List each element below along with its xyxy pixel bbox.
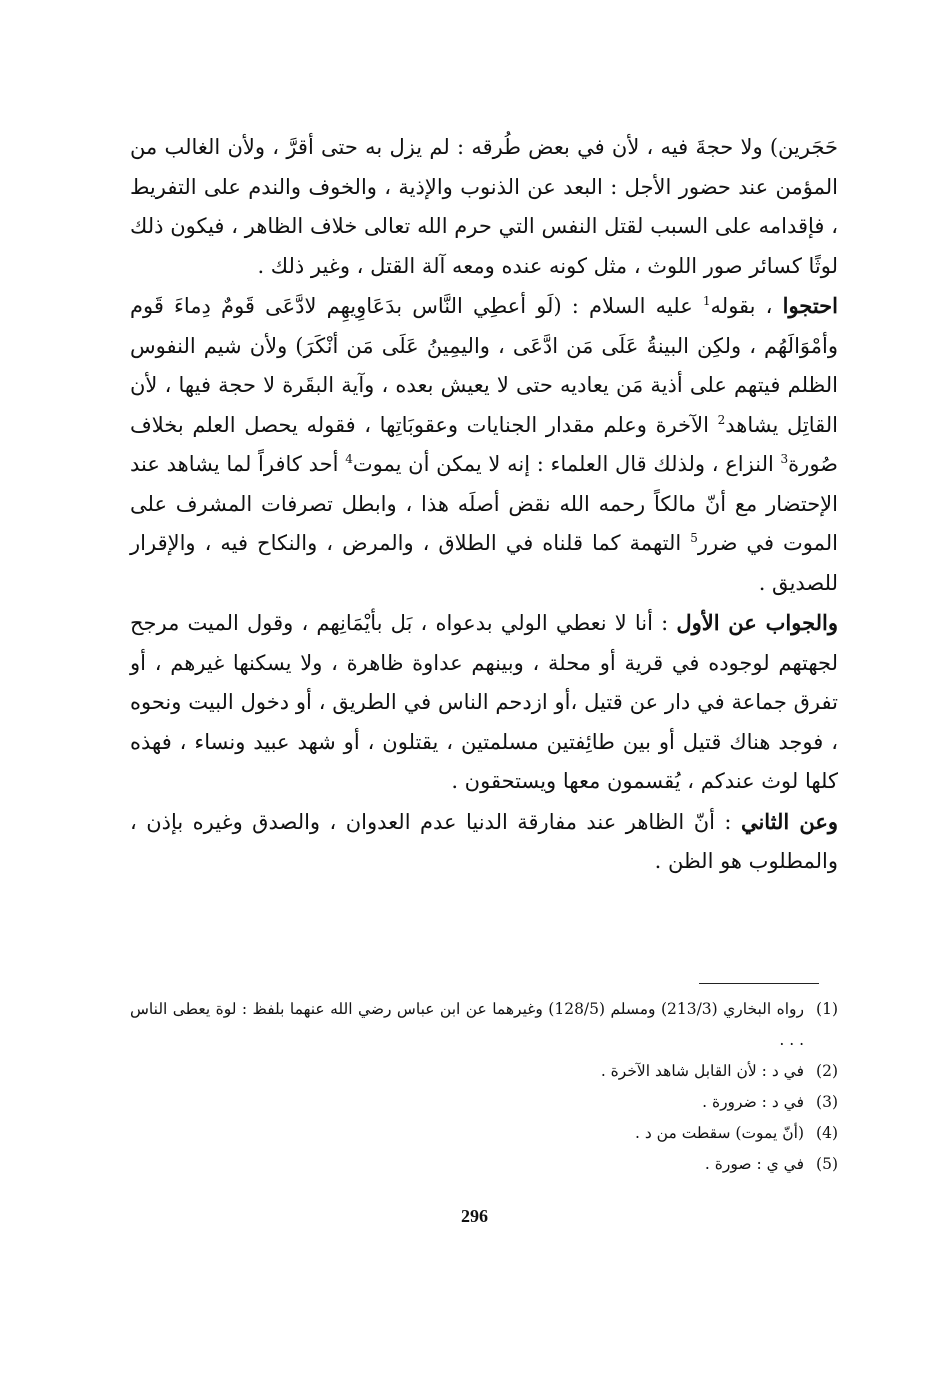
footnote-ref-2: 2 (717, 412, 726, 427)
footnote-item (130, 1118, 838, 1149)
paragraph-2-text-b: عليه السلام : (لَو أعطِي النَّاس بدَعَاوِيهِم لادَّعَى قَومٌ دِماءَ قَوم وأمْوَالَهُم ، ولكِن البينةُ عَلَى مَن ادَّعَى ، واليمِينُ عَلَى مَن أنْكَرَ) ولأن شيم النفوس الظلم فيتهم على أذية مَن يعاديه حتى لا يعيش بعده ، وآية البقَرة لا حجة فيها ، لأن القاتِل يشاهد (130, 294, 838, 437)
footnote-number: (1) (816, 1000, 838, 1018)
footnote-item (130, 1056, 838, 1087)
footnote-ref-1: 1 (702, 294, 711, 308)
footnote-text: في ي : صورة . (704, 1155, 804, 1173)
paragraph-2-text-e: أحد كافراً لما يشاهد عند الإحتضار مع أنّ مالكاً رحمه الله نقض أصلَه هذا ، وابطل تصرفات المشرف على الموت في ضرر (130, 452, 838, 555)
footnote-item (130, 994, 838, 1056)
paragraph-3 (130, 603, 838, 802)
paragraph-2-text-a: ، بقوله (710, 294, 783, 318)
footnote-ref-3: 3 (780, 452, 789, 466)
page-body (130, 128, 838, 882)
footnote-ref-5: 5 (690, 531, 698, 545)
paragraph-2 (130, 286, 838, 603)
paragraph-3-lead: والجواب عن الأول (676, 610, 838, 635)
footnote-text: في د : ضرورة . (702, 1093, 804, 1111)
paragraph-2-lead: احتجوا (782, 293, 839, 318)
paragraph-4-text: : أنّ الظاهر عند مفارقة الدنيا عدم العدوان ، والصدق وغيره بإذن ، والمطلوب هو الظن . (130, 809, 838, 873)
footnote-text: في د : لأن القابل شاهد الآخرة . (600, 1062, 804, 1080)
footnotes (130, 994, 838, 1180)
footnote-divider (699, 983, 819, 984)
footnote-text: رواه البخاري (213/3) ومسلم (128/5) وغيرهما عن ابن عباس رضي الله عنهما بلفظ : لوة يعطى الناس . . . (130, 1000, 804, 1049)
paragraph-2-text-c: الآخرة وعلم مقدار الجنايات وعقوبَاتِها ، فقوله يحصل العلم بخلاف صُورة (130, 412, 838, 476)
footnote-item (130, 1149, 838, 1180)
footnote-number: (4) (816, 1124, 838, 1142)
paragraph-4-lead: وعن الثاني (740, 808, 838, 834)
footnote-text: (أنّ يموت) سقطت من د . (635, 1124, 804, 1142)
footnote-ref-4: 4 (345, 452, 353, 466)
paragraph-2-text-f: التهمة كما قلناه في الطلاق ، والمرض ، والنكاح فيه ، والإقرار للصديق . (130, 531, 838, 595)
paragraph-4 (130, 802, 838, 882)
footnote-number: (5) (816, 1155, 838, 1173)
footnote-item (130, 1087, 838, 1118)
paragraph-2-text-d: النزاع ، ولذلك قال العلماء : إنه لا يمكن أن يموت (352, 452, 781, 476)
main-text (130, 128, 838, 882)
footnote-number: (2) (816, 1062, 838, 1080)
page-number: 296 (461, 1206, 488, 1226)
paragraph-3-text: : أنا لا نعطي الولي بدعواه ، بَل بأيْمَانِهم ، وقول الميت مرجح لجهتهم لوجوده في قرية أو محلة ، وبينهم عداوة ظاهرة ، ولا يسكنها غيرهم ، أو تفرق جماعة في دار عن قتيل ،أو ازدحم الناس في الطريق ، أو دخول البيت ونحوه ، فوجد هناك قتيل أو بين طائِفتين مسلمتين ، يقتلون ، أو شهد عبيد ونساء ، فهذه كلها لوث عندكم ، يُقسمون معها ويستحقون . (130, 611, 838, 793)
footnote-number: (3) (816, 1093, 838, 1111)
paragraph-1: حَجَرين) ولا حجةَ فيه ، لأن في بعض طُرقه : لم يزل به حتى أقرَّ ، ولأن الغالب من المؤمن عند حضور الأجل : البعد عن الذنوب والإذية ، والخوف والندم على التفريط ، فإقدامه على السبب لقتل النفس التي حرم الله تعالى خلاف الظاهر ، فيكون ذلك لوثًا كسائر صور اللوث ، مثل كونه عنده ومعه آلة القتل ، وغير ذلك . (130, 135, 838, 278)
